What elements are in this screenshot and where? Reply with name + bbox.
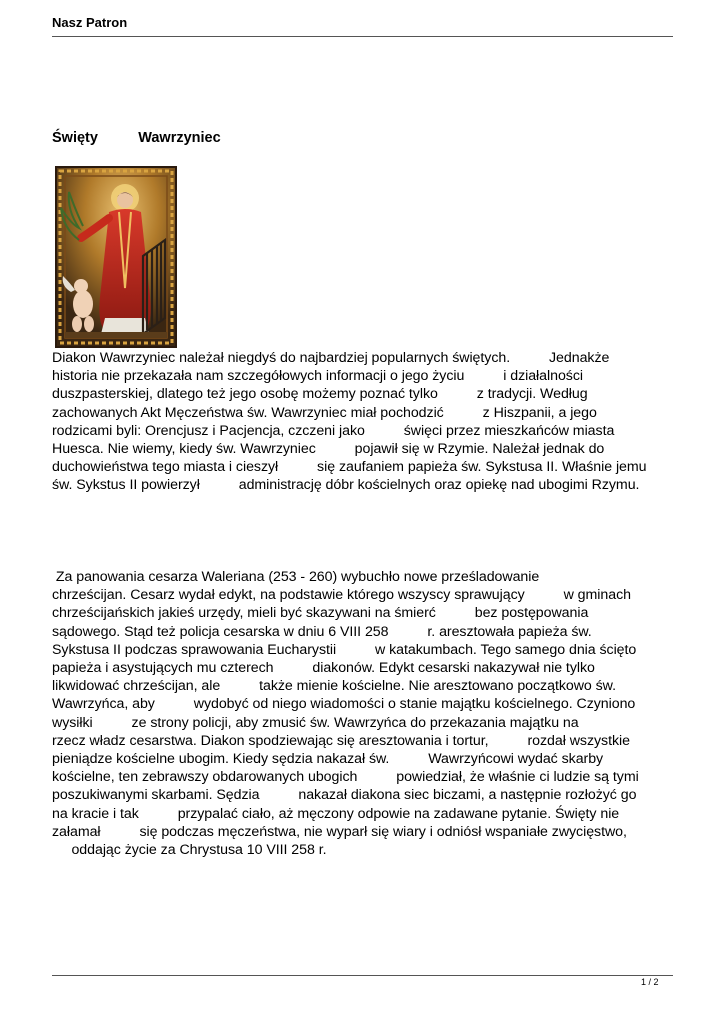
paragraph-line: załamał się podczas męczeństwa, nie wyparł się wiary i odniósł wspaniałe zwycięstwo, — [52, 823, 627, 840]
paragraph-line: na kracie i tak przypalać ciało, aż męczony odpowie na zadawane pytanie. Święty nie — [52, 805, 620, 822]
saint-lawrence-image — [55, 166, 177, 348]
paragraph-line: rodzicami byli: Orencjusz i Pacjencja, czczeni jako święci przez mieszkańców miasta — [52, 422, 615, 439]
paragraph-line: chrześcijan. Cesarz wydał edykt, na podstawie którego wszyscy sprawujący w gminach — [52, 587, 631, 604]
paragraph-line: Diakon Wawrzyniec należał niegdyś do najbardziej popularnych świętych. Jednakże — [52, 350, 610, 366]
paragraph-line: zachowanych Akt Męczeństwa św. Wawrzyniec miał pochodzić z Hiszpanii, a jego — [52, 404, 597, 421]
paragraph-line: duchowieństwa tego miasta i cieszył się zaufaniem papieża św. Sykstusa II. Właśnie jemu — [52, 459, 647, 476]
paragraph-1 — [52, 349, 647, 495]
paragraph-line: Sykstusa II podczas sprawowania Eucharystii w katakumbach. Tego samego dnia ścięto — [52, 641, 637, 658]
footer-rule — [52, 975, 673, 976]
paragraph-line: chrześcijańskich jakieś urzędy, mieli być skazywani na śmierć bez postępowania — [52, 605, 589, 622]
paragraph-line: duszpasterskiej, dlatego też jego osobę możemy poznać tylko z tradycji. Według — [52, 386, 588, 403]
saint-lawrence-painting — [57, 168, 175, 346]
page-number: 1 / 2 — [641, 977, 659, 987]
paragraph-line: kościelne, ten zebrawszy obdarowanych ubogich powiedział, że właśnie ci ludzie są tymi — [52, 769, 639, 786]
article-title: Święty Wawrzyniec — [52, 130, 221, 146]
paragraph-line: pieniądze kościelne ubogim. Kiedy sędzia nakazał św. Wawrzyńcowi wydać skarby — [52, 751, 604, 768]
paragraph-line: papieża i asystujących mu czterech diakonów. Edykt cesarski nakazywał nie tylko — [52, 660, 595, 677]
paragraph-line: oddając życie za Chrystusa 10 VIII 258 r. — [52, 842, 327, 859]
paragraph-line: Huesca. Nie wiemy, kiedy św. Wawrzyniec pojawił się w Rzymie. Należał jednak do — [52, 441, 605, 458]
paragraph-line: Wawrzyńca, aby wydobyć od niego wiadomości o stanie majątku kościelnego. Czyniono — [52, 696, 636, 713]
header-title: Nasz Patron — [52, 15, 128, 30]
paragraph-line: wysiłki ze strony policji, aby zmusić św. Wawrzyńca do przekazania majątku na — [52, 714, 579, 731]
paragraph-line: Za panowania cesarza Waleriana (253 - 260) wybuchło nowe prześladowanie — [52, 569, 540, 585]
paragraph-line: rzecz władz cesarstwa. Diakon spodziewając się aresztowania i tortur, rozdał wszystkie — [52, 732, 630, 749]
paragraph-2 — [52, 568, 639, 859]
paragraph-line: sądowego. Stąd też policja cesarska w dniu 6 VIII 258 r. aresztowała papieża św. — [52, 623, 592, 640]
paragraph-line: likwidować chrześcijan, ale także mienie kościelne. Nie aresztowano początkowo św. — [52, 678, 616, 695]
paragraph-line: poszukiwanymi skarbami. Sędzia nakazał diakona siec biczami, a następnie rozłożyć go — [52, 787, 637, 804]
paragraph-line: historia nie przekazała nam szczegółowych informacji o jego życiu i działalności — [52, 368, 583, 385]
paragraph-line: św. Sykstus II powierzył administrację dóbr kościelnych oraz opiekę nad ubogimi Rzymu. — [52, 477, 640, 494]
header-rule — [52, 36, 673, 37]
